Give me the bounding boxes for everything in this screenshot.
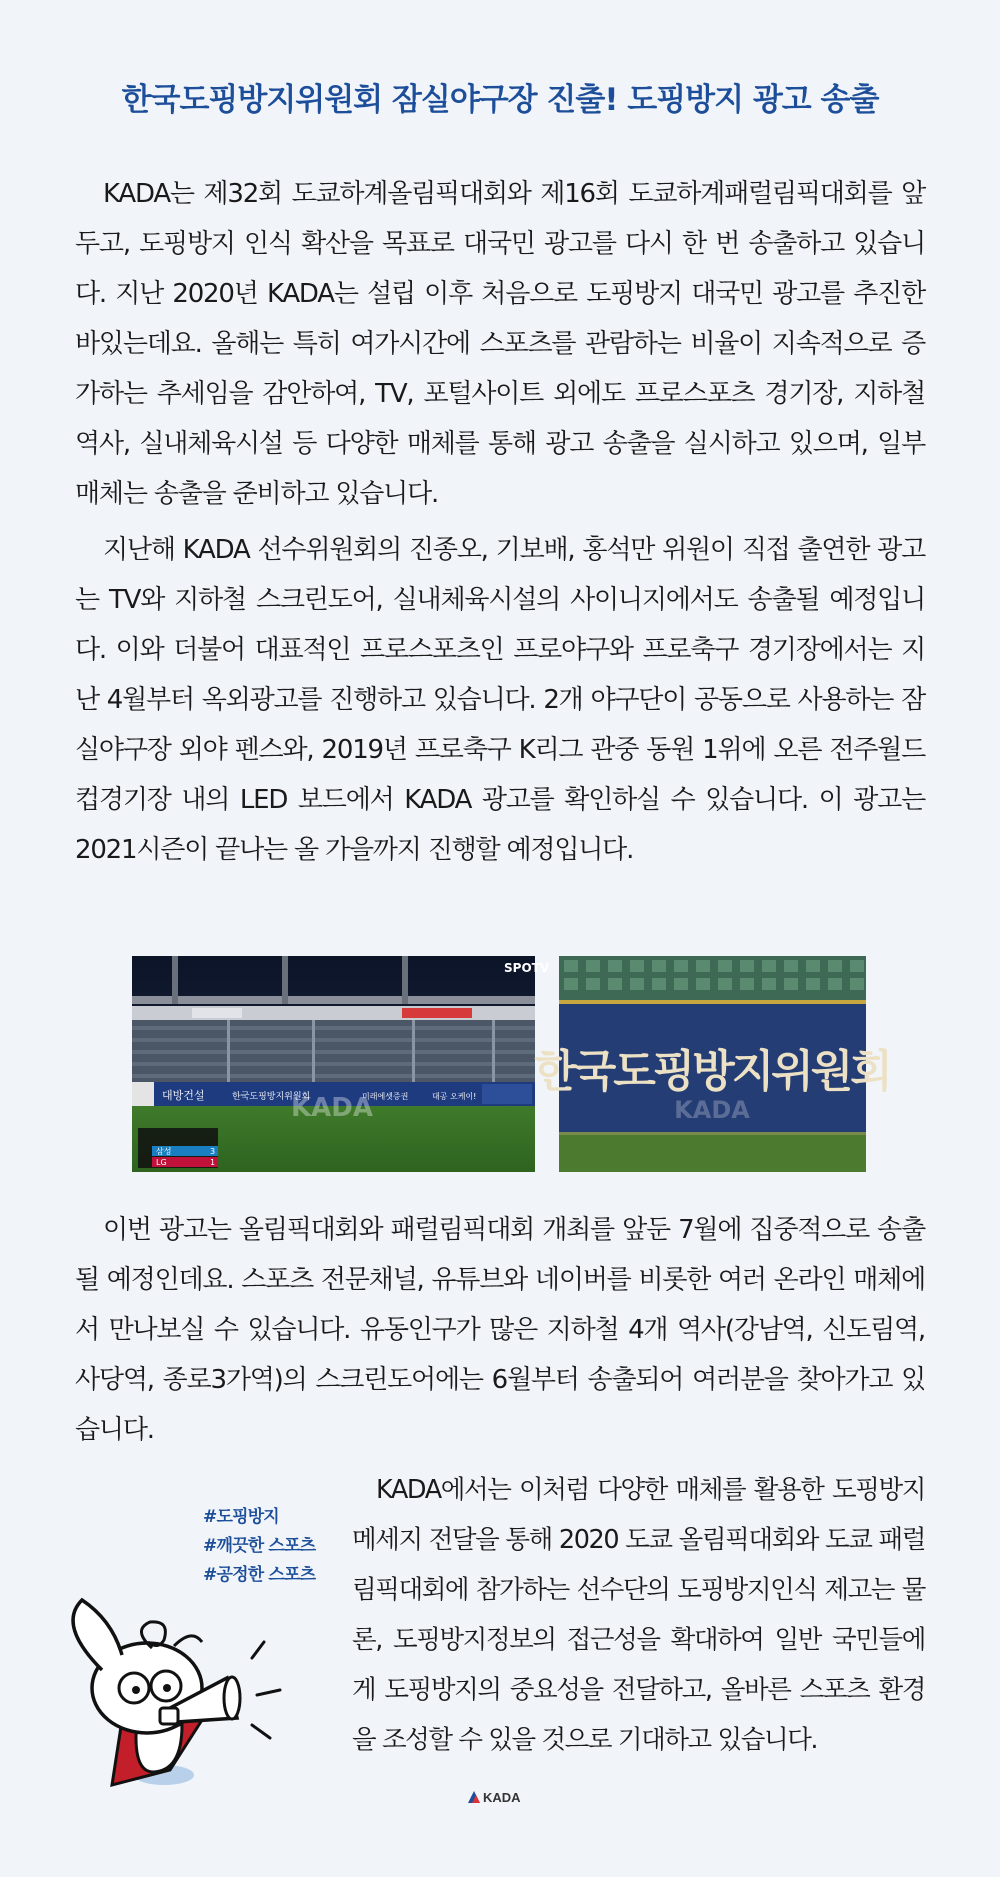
score-value-1: 3 <box>210 1147 216 1156</box>
fence-ad-4: 대공 오케이! <box>432 1092 477 1101</box>
kada-logo <box>467 1787 521 1807</box>
paragraph-1: KADA는 제32회 도쿄하계올림픽대회와 제16회 도쿄하계패럴림픽대회를 앞두고, 도핑방지 인식 확산을 목표로 대국민 광고를 다시 한 번 송출하고 있습니다. 지난 2020년 KADA는 설립 이후 처음으로 도핑방지 대국민 광고를 추진한 바있는데요. 올해는 특히 여가시간에 스포츠를 관람하는 비율이 지속적으로 증가하는 추세임을 감안하여, TV, 포털사이트 외에도 프로스포츠 경기장, 지하철역사, 실내체육시설 등 다양한 매체를 통해 광고 송출을 실시하고 있으며, 일부 매체는 송출을 준비하고 있습니다. <box>75 179 925 509</box>
hashtag-list <box>203 1503 315 1590</box>
score-team-1: 삼성 <box>156 1147 172 1156</box>
fence-banner-photo <box>534 956 890 1172</box>
kada-watermark-right: KADA <box>674 1096 750 1124</box>
paragraph-3: 이번 광고는 올림픽대회와 패럴림픽대회 개최를 앞둔 7월에 집중적으로 송출될 예정인데요. 스포츠 전문채널, 유튜브와 네이버를 비롯한 여러 온라인 매체에서 만나보실 수 있습니다. 유동인구가 많은 지하철 4개 역사(강남역, 신도림역, 사당역, 종로3가역)의 스크린도어에는 6월부터 송출되어 여러분을 찾아가고 있습니다. <box>75 1215 925 1445</box>
kada-logo-icon <box>467 1790 481 1804</box>
hashtag-2: #깨끗한 스포츠 <box>203 1536 316 1556</box>
kada-logo-text: KADA <box>483 1789 521 1805</box>
paragraph-2: 지난해 KADA 선수위원회의 진종오, 기보배, 홍석만 위원이 직접 출연한 광고는 TV와 지하철 스크린도어, 실내체육시설의 사이니지에서도 송출될 예정입니다. 이와 더불어 대표적인 프로스포츠인 프로야구와 프로축구 경기장에서는 지난 4월부터 옥외광고를 진행하고 있습니다. 2개 야구단이 공동으로 사용하는 잠실야구장 외야 펜스와, 2019년 프로축구 K리그 관중 동원 1위에 오른 전주월드컵경기장 내의 LED 보드에서 KADA 광고를 확인하실 수 있습니다. 이 광고는 2021시즌이 끝나는 올 가을까지 진행할 예정입니다. <box>75 535 925 865</box>
article-title: 한국도핑방지위원회 잠실야구장 진출! 도핑방지 광고 송출 <box>121 82 879 118</box>
fence-ad-2: 한국도핑방지위원회 <box>232 1092 311 1102</box>
banner-text: 한국도핑방지위원회 <box>534 1046 890 1097</box>
mascot-megaphone-illustration <box>52 1600 302 1820</box>
broadcaster-logo: SPOTV <box>504 961 550 975</box>
score-value-2: 1 <box>210 1158 216 1167</box>
hashtag-1: #도핑방지 <box>203 1507 279 1527</box>
kada-watermark: KADA <box>291 1093 373 1123</box>
fence-ad-1: 대방건설 <box>162 1089 205 1102</box>
paragraph-4: KADA에서는 이처럼 다양한 매체를 활용한 도핑방지 메세지 전달을 통해 2020 도쿄 올림픽대회와 도쿄 패럴림픽대회에 참가하는 선수단의 도핑방지인식 제고는 물론, 도핑방지정보의 접근성을 확대하여 일반 국민들에게 도핑방지의 중요성을 전달하고, 올바른 스포츠 환경을 조성할 수 있을 것으로 기대하고 있습니다. <box>352 1475 925 1755</box>
fence-ad-3: 미래에셋증권 <box>362 1092 409 1101</box>
stadium-outfield-photo <box>132 956 550 1172</box>
score-team-2: LG <box>156 1158 167 1167</box>
hashtag-3: #공정한 스포츠 <box>203 1565 316 1585</box>
